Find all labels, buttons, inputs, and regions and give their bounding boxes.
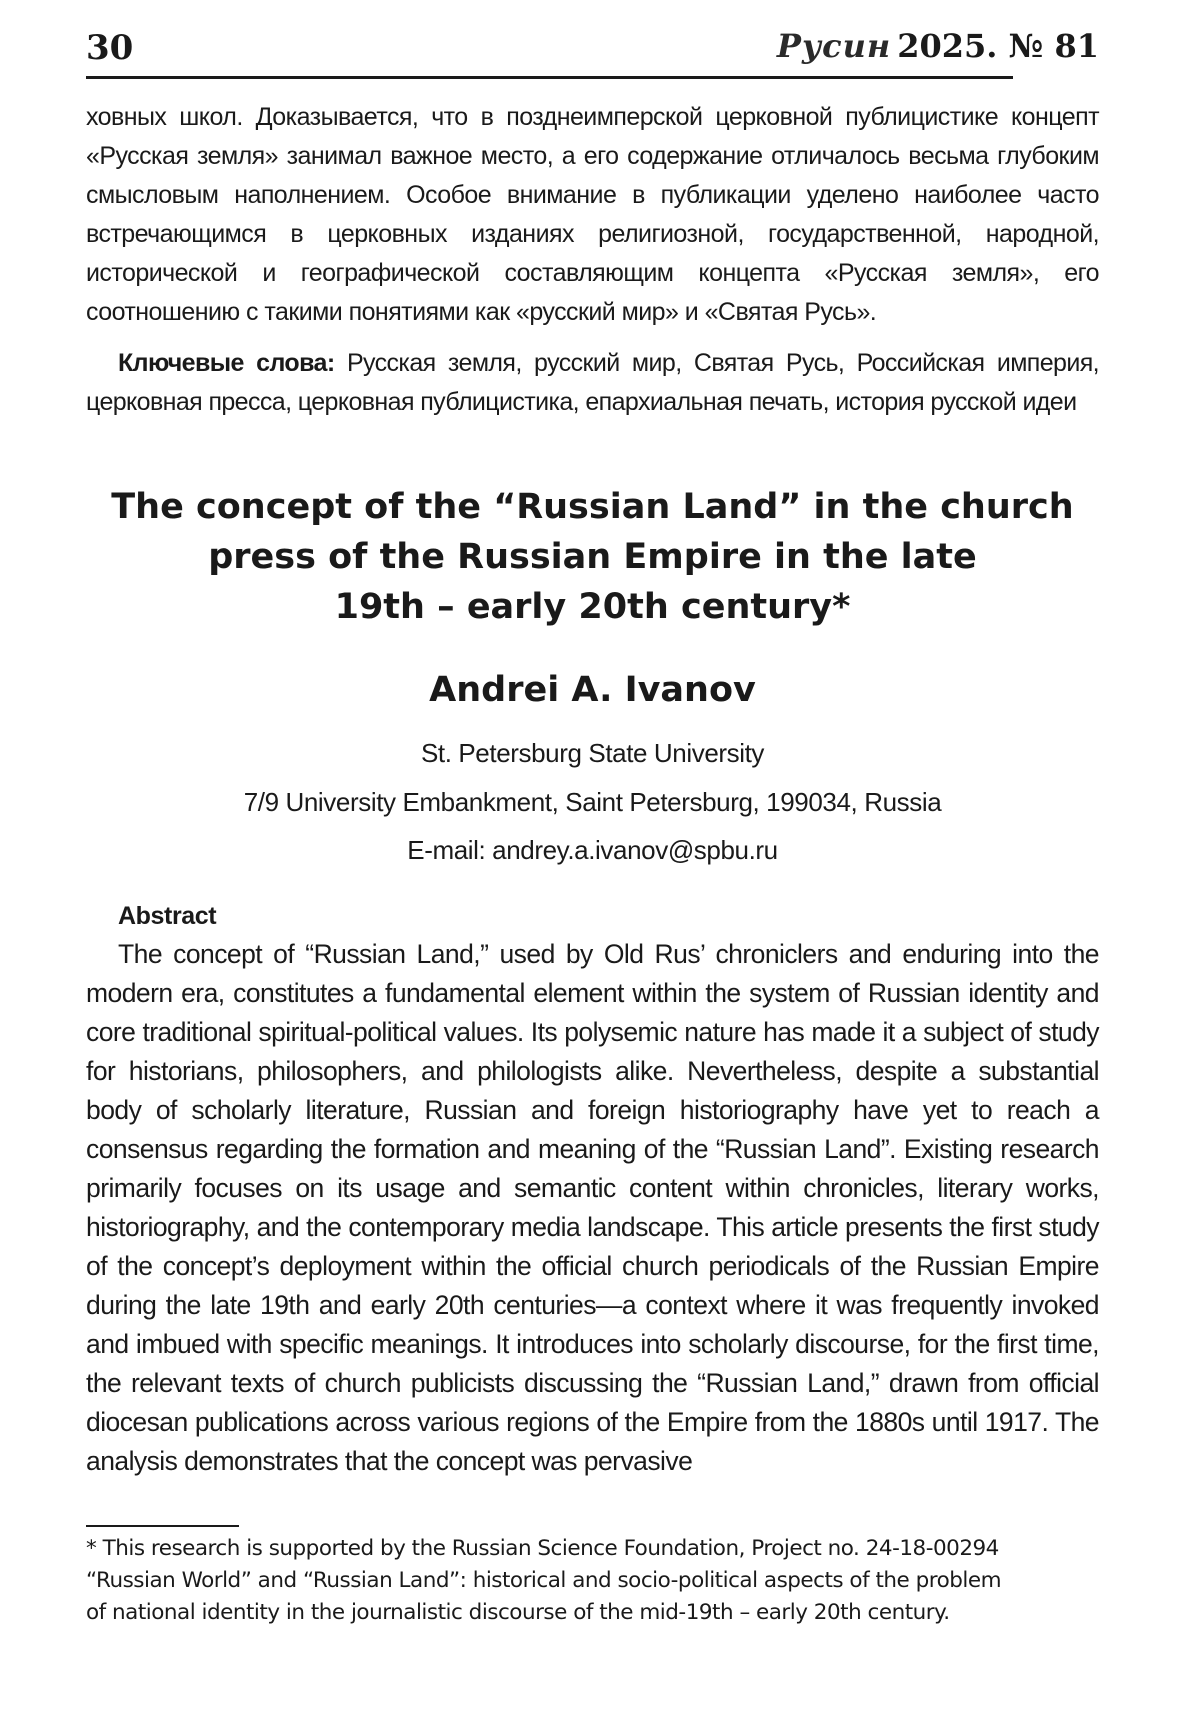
title-line: press of the Russian Empire in the late — [208, 537, 977, 577]
footnote-line: of national identity in the journalistic discourse of the mid-19th – early 20th century. — [86, 1600, 950, 1625]
journal-logo: Русин — [776, 27, 892, 65]
footnote — [86, 1533, 1099, 1629]
title-line: 19th – early 20th century* — [334, 587, 851, 627]
title-line: The concept of the “Russian Land” in the church — [111, 487, 1074, 527]
keywords-text: Русская земля, русский мир, Святая Русь, Российская империя, церковная пресса, церковная публицистика, епархиальная печать, история русской идеи — [86, 349, 1099, 416]
author-name: Andrei A. Ivanov — [429, 670, 756, 710]
abstract-heading: Abstract — [118, 902, 217, 930]
page-number: 30 — [86, 28, 134, 68]
abstract-text: The concept of “Russian Land,” used by Old Rus’ chroniclers and enduring into the modern era, constitutes a fundamental element within the system of Russian identity and core traditional spiritual-political values. Its polysemic nature has made it a subject of study for historians, philosophers, and philologists alike. Nevertheless, despite a substantial body of scholarly literature, Russian and foreign historiography have yet to reach a consensus regarding the formation and meaning of the “Russian Land”. Existing research primarily focuses on its usage and semantic content within chronicles, literary works, historiography, and the contemporary media landscape. This article presents the first study of the concept’s deployment within the official church periodicals of the Russian Empire during the late 19th and early 20th centuries—a context where it was frequently invoked and imbued with specific meanings. It introduces into scholarly discourse, for the first time, the relevant texts of church publicists discussing the “Russian Land,” drawn from official diocesan publications across various regions of the Empire from the 1880s until 1917. The analysis demonstrates that the concept was pervasive — [86, 939, 1099, 1476]
russian-abstract-continuation: ховных школ. Доказывается, что в позднеимперской церковной публицистике концепт «Русская земля» занимал важное место, а его содержание отличалось весьма глубоким смысловым наполнением. Особое внимание в публикации уделено наиболее часто встречающимся в церковных изданиях религиозной, государственной, народной, исторической и географической составляющим концепта «Русская земля», его соотношению с такими понятиями как «русский мир» и «Святая Русь». — [86, 103, 1099, 326]
keywords-label: Ключевые слова: — [118, 349, 335, 377]
email: E-mail: andrey.a.ivanov@spbu.ru — [407, 835, 778, 865]
footnote-line: “Russian World” and “Russian Land”: historical and socio-political aspects of the problem — [86, 1568, 1002, 1593]
journal-title — [777, 26, 1099, 66]
footnote-rule — [86, 1525, 239, 1527]
keywords — [86, 344, 1099, 422]
journal-issue: 2025. № 81 — [897, 27, 1099, 65]
footnote-line: * This research is supported by the Russian Science Foundation, Project no. 24-18-00294 — [86, 1536, 999, 1561]
address: 7/9 University Embankment, Saint Petersburg, 199034, Russia — [243, 787, 942, 817]
article-title — [86, 482, 1099, 632]
affiliation: St. Petersburg State University — [420, 738, 765, 768]
header-rule — [86, 76, 1013, 79]
running-header — [86, 22, 1099, 72]
